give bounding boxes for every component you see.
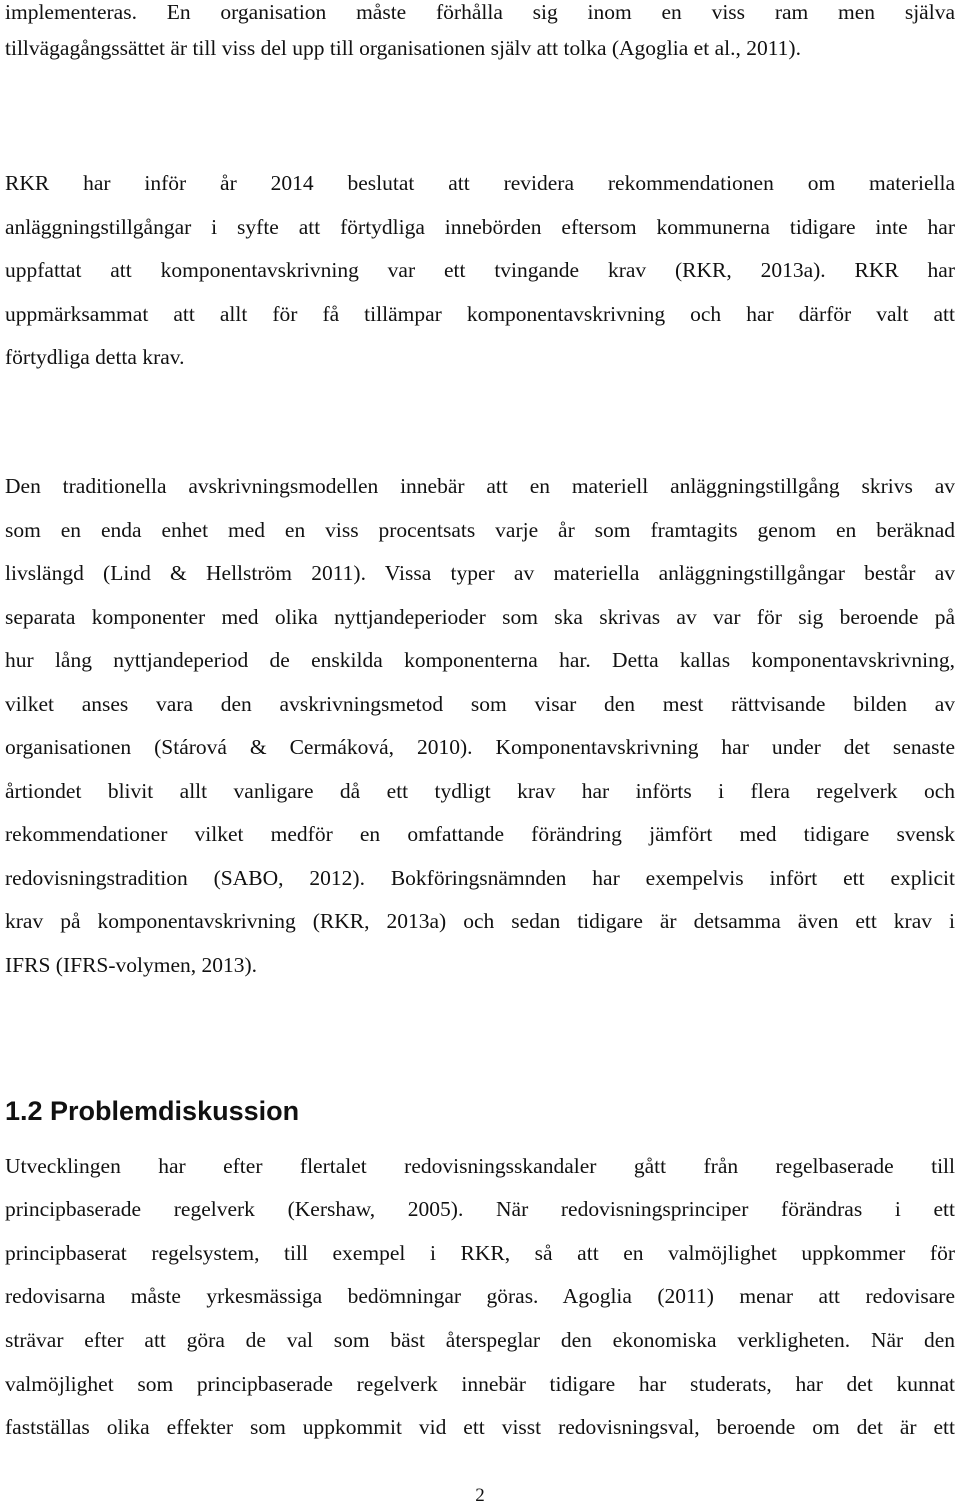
text-line: årtiondet blivit allt vanligare då ett tydligt krav har införts i flera regelverk och <box>5 779 955 803</box>
text-line: som en enda enhet med en viss procentsats varje år som framtagits genom en beräknad <box>5 518 955 542</box>
text-line: principbaserade regelverk (Kershaw, 2005). När redovisningsprinciper förändras i ett <box>5 1197 955 1221</box>
text-line: IFRS (IFRS-volymen, 2013). <box>5 953 258 977</box>
text-line: strävar efter att göra de val som bäst återspeglar den ekonomiska verkligheten. När den <box>5 1328 955 1352</box>
text-line: redovisarna måste yrkesmässiga bedömningar göras. Agoglia (2011) menar att redovisare <box>5 1284 955 1308</box>
text-line: separata komponenter med olika nyttjandeperioder som ska skrivas av var för sig beroende på <box>5 605 955 629</box>
text-line: Den traditionella avskrivningsmodellen innebär att en materiell anläggningstillgång skrivs av <box>5 474 955 498</box>
text-line: uppfattat att komponentavskrivning var ett tvingande krav (RKR, 2013a). RKR har <box>5 258 955 282</box>
text-line: förtydliga detta krav. <box>5 345 185 369</box>
text-line: redovisningstradition (SABO, 2012). Bokföringsnämnden har exempelvis infört ett explicit <box>5 866 955 890</box>
text-line: valmöjlighet som principbaserade regelverk innebär tidigare har studerats, har det kunnat <box>5 1372 955 1396</box>
text-line: hur lång nyttjandeperiod de enskilda komponenterna har. Detta kallas komponentavskrivning, <box>5 648 955 672</box>
text-line: fastställas olika effekter som uppkommit vid ett visst redovisningsval, beroende om det är ett <box>5 1415 955 1439</box>
text-line: anläggningstillgångar i syfte att förtydliga innebörden eftersom kommunerna tidigare inte har <box>5 215 955 239</box>
section-heading: 1.2 Problemdiskussion <box>5 1096 300 1126</box>
text-line: principbaserat regelsystem, till exempel i RKR, så att en valmöjlighet uppkommer för <box>5 1241 955 1265</box>
text-line: krav på komponentavskrivning (RKR, 2013a) och sedan tidigare är detsamma även ett krav i <box>5 909 955 933</box>
text-line: implementeras. En organisation måste förhålla sig inom en viss ram men själva <box>5 0 955 24</box>
text-line: RKR har inför år 2014 beslutat att revidera rekommendationen om materiella <box>5 171 955 195</box>
text-line: rekommendationer vilket medför en omfattande förändring jämfört med tidigare svensk <box>5 822 955 846</box>
text-line: organisationen (Stárová & Cermáková, 2010). Komponentavskrivning har under det senaste <box>5 735 955 759</box>
text-line: uppmärksammat att allt för få tillämpar komponentavskrivning och har därför valt att <box>5 302 955 326</box>
text-line: livslängd (Lind & Hellström 2011). Vissa typer av materiella anläggningstillgångar består av <box>5 561 955 585</box>
document-page <box>5 0 955 1509</box>
page-number: 2 <box>475 1485 485 1506</box>
text-line: vilket anses vara den avskrivningsmetod som visar den mest rättvisande bilden av <box>5 692 955 716</box>
text-line: tillvägagångssättet är till viss del upp till organisationen själv att tolka (Agoglia et al., 2011). <box>5 36 801 60</box>
text-line: Utvecklingen har efter flertalet redovisningsskandaler gått från regelbaserade till <box>5 1154 955 1178</box>
